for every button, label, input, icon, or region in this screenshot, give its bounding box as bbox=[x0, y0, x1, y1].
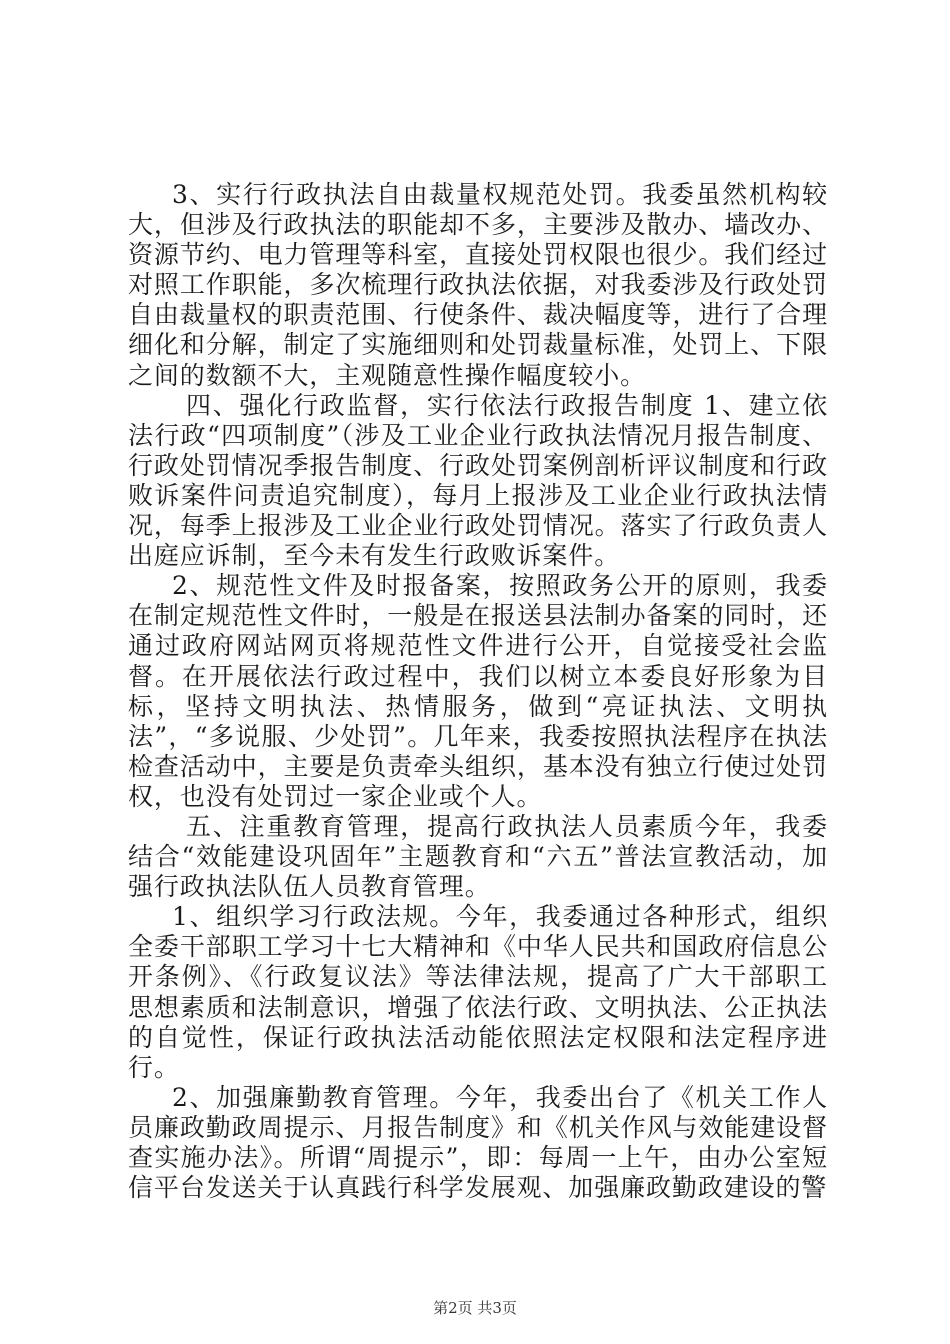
document-body bbox=[128, 180, 828, 1203]
paragraph-3: 2、规范性文件及时报备案，按照政务公开的原则，我委在制定规范性文件时，一般是在报送县法制办备案的同时，还通过政府网站网页将规范性文件进行公开，自觉接受社会监督。在开展依法行政过程中，我们以树立本委良好形象为目标，坚持文明执法、热情服务，做到“亮证执法、文明执法”，“多说服、少处罚”。几年来，我委按照执法程序在执法检查活动中，主要是负责牵头组织，基本没有独立行使过处罚权，也没有处罚过一家企业或个人。 bbox=[128, 571, 828, 811]
paragraph-1: 3、实行行政执法自由裁量权规范处罚。我委虽然机构较大，但涉及行政执法的职能却不多，主要涉及散办、墙改办、资源节约、电力管理等科室，直接处罚权限也很少。我们经过对照工作职能，多次梳理行政执法依据，对我委涉及行政处罚自由裁量权的职责范围、行使条件、裁决幅度等，进行了合理细化和分解，制定了实施细则和处罚裁量标准，处罚上、下限之间的数额不大，主观随意性操作幅度较小。 bbox=[128, 180, 828, 390]
paragraph-5: 1、组织学习行政法规。今年，我委通过各种形式，组织全委干部职工学习十七大精神和《中华人民共和国政府信息公开条例》、《行政复议法》等法律法规，提高了广大干部职工思想素质和法制意识，增强了依法行政、文明执法、公正执法的自觉性，保证行政执法活动能依照法定权限和法定程序进行。 bbox=[128, 902, 828, 1082]
page-number-footer: 第2页 共3页 bbox=[433, 1299, 517, 1317]
paragraph-2: 四、强化行政监督，实行依法行政报告制度 1、建立依法行政“四项制度”（涉及工业企业行政执法情况月报告制度、行政处罚情况季报告制度、行政处罚案例剖析评议制度和行政败诉案件问责追究制度），每月上报涉及工业企业行政执法情况，每季上报涉及工业企业行政处罚情况。落实了行政负责人出庭应诉制，至今未有发生行政败诉案件。 bbox=[128, 390, 828, 571]
paragraph-6: 2、加强廉勤教育管理。今年，我委出台了《机关工作人员廉政勤政周提示、月报告制度》和《机关作风与效能建设督查实施办法》。所谓“周提示”，即：每周一上午，由办公室短信平台发送关于认真践行科学发展观、加强廉政勤政建设的警 bbox=[128, 1082, 828, 1203]
paragraph-4: 五、注重教育管理，提高行政执法人员素质今年，我委结合“效能建设巩固年”主题教育和“六五”普法宣教活动，加强行政执法队伍人员教育管理。 bbox=[128, 811, 828, 902]
